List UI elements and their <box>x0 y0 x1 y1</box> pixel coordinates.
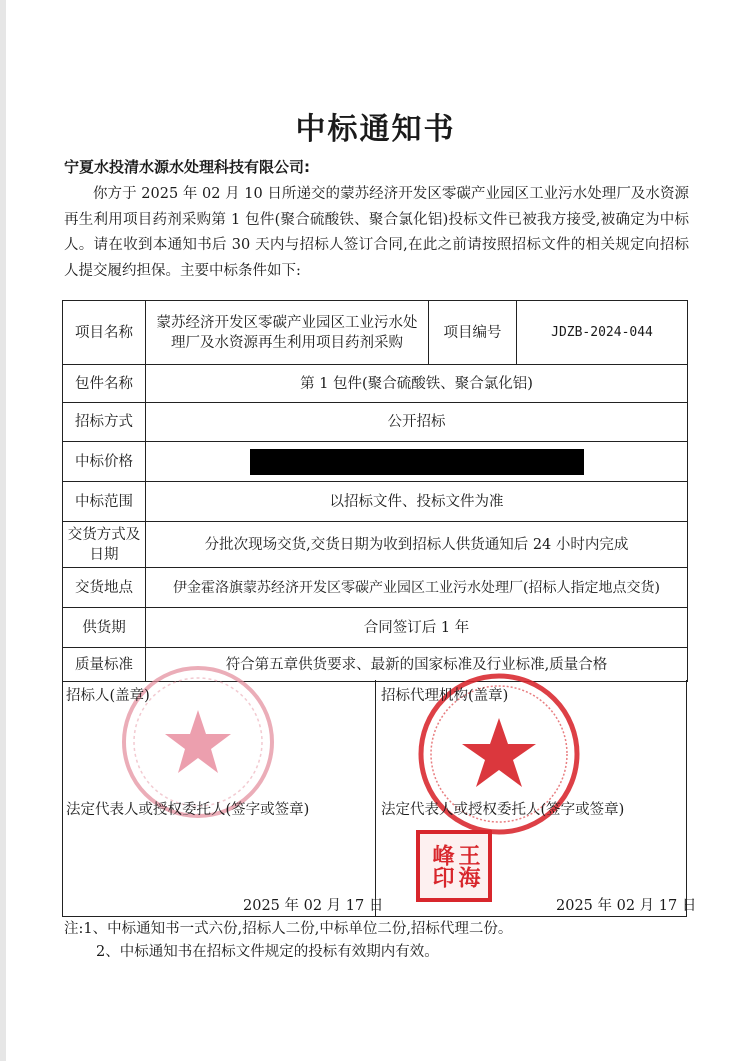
body-paragraph: 你方于 2025 年 02 月 10 日所递交的蒙苏经济开发区零碳产业园区工业污水处理厂及水资源再生利用项目药剂采购第 1 包件(聚合硫酸铁、聚合氯化铝)投标文件已被我方接受,被确定为中标人。请在收到本通知书后 30 天内与招标人签订合同,在此之前请按照招标文件的相关规定向招标人提交履约担保。主要中标条件如下: <box>64 186 689 279</box>
notes <box>64 918 704 964</box>
table-row <box>63 365 688 403</box>
label-method: 招标方式 <box>63 403 146 442</box>
value-method: 公开招标 <box>146 403 688 442</box>
scan-edge <box>0 0 6 1061</box>
agency-seal-label: 招标代理机构(盖章) <box>381 688 509 704</box>
agency-date: 2025 年 02 月 17 日 <box>556 898 697 914</box>
table-row <box>63 482 688 522</box>
addressee: 宁夏水投清水源水处理科技有限公司: <box>64 158 311 176</box>
label-project-no: 项目编号 <box>429 301 517 365</box>
value-package: 第 1 包件(聚合硫酸铁、聚合氯化铝) <box>146 365 688 403</box>
seal-name-column-2: 峰印 <box>429 844 454 888</box>
label-package: 包件名称 <box>63 365 146 403</box>
label-quality: 质量标准 <box>63 648 146 682</box>
label-price: 中标价格 <box>63 442 146 482</box>
value-quality: 符合第五章供货要求、最新的国家标准及行业标准,质量合格 <box>146 648 688 682</box>
table-row <box>63 608 688 648</box>
value-delivery-place: 伊金霍洛旗蒙苏经济开发区零碳产业园区工业污水处理厂(招标人指定地点交货) <box>146 568 688 608</box>
table-row <box>63 301 688 365</box>
value-project-name: 蒙苏经济开发区零碳产业园区工业污水处理厂及水资源再生利用项目药剂采购 <box>146 301 429 365</box>
label-supply-period: 供货期 <box>63 608 146 648</box>
value-project-no: JDZB-2024-044 <box>517 301 688 365</box>
label-scope: 中标范围 <box>63 482 146 522</box>
document-title: 中标通知书 <box>295 112 456 147</box>
table-row <box>63 403 688 442</box>
table-row <box>63 442 688 482</box>
table-row <box>63 568 688 608</box>
award-conditions-table <box>62 300 688 682</box>
seal-name-column-1: 王海 <box>455 844 480 888</box>
table-row <box>63 522 688 568</box>
value-supply-period: 合同签订后 1 年 <box>146 608 688 648</box>
signature-name-seal <box>416 830 492 902</box>
note-line-1: 注:1、中标通知书一式六份,招标人二份,中标单位二份,招标代理二份。 <box>64 921 513 937</box>
value-delivery-method: 分批次现场交货,交货日期为收到招标人供货通知后 24 小时内完成 <box>146 522 688 568</box>
value-price <box>146 442 688 482</box>
value-scope: 以招标文件、投标文件为准 <box>146 482 688 522</box>
redaction-bar <box>250 449 584 475</box>
note-line-2: 2、中标通知书在招标文件规定的投标有效期内有效。 <box>96 944 439 960</box>
tenderer-rep-label: 法定代表人或授权委托人(签字或签章) <box>66 802 310 818</box>
signature-divider <box>375 680 376 916</box>
signature-section <box>62 680 697 917</box>
label-project-name: 项目名称 <box>63 301 146 365</box>
label-delivery-method: 交货方式及日期 <box>63 522 146 568</box>
tenderer-date: 2025 年 02 月 17 日 <box>243 898 384 914</box>
tenderer-seal-label: 招标人(盖章) <box>66 688 150 704</box>
label-delivery-place: 交货地点 <box>63 568 146 608</box>
agency-rep-label: 法定代表人或授权委托人(签字或签章) <box>381 802 625 818</box>
